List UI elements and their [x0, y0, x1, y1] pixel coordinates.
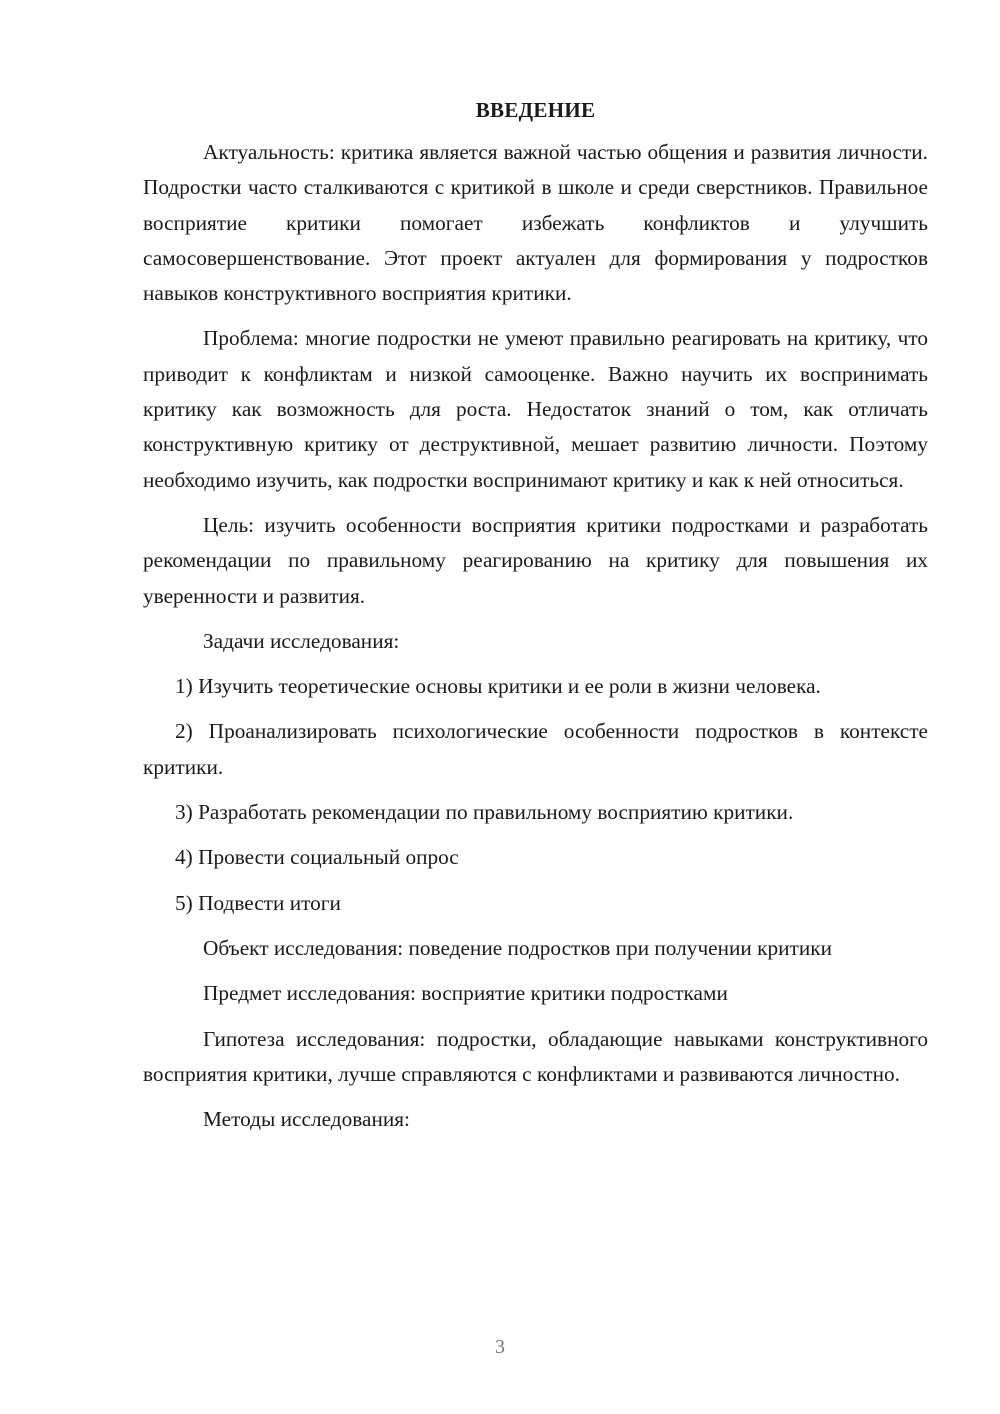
methods-heading: Методы исследования: — [203, 1107, 410, 1132]
page-number: 3 — [495, 1336, 505, 1358]
relevance-paragraph: Актуальность: критика является важной частью общения и развития личности. Подростки часто сталкиваются с критикой в школе и среди сверстников. Правильное восприятие критики помогает избежать конфликтов и улучшить самосовершенствование. Этот проект актуален для формирования у подростков навыков конструктивного восприятия критики. — [143, 140, 928, 306]
goal-paragraph: Цель: изучить особенности восприятия критики подростками и разработать рекомендации по правильному реагированию на критику для повышения их уверенности и развития. — [143, 512, 928, 608]
task-item-4: 4) Провести социальный опрос — [175, 845, 459, 870]
hypothesis-paragraph: Гипотеза исследования: подростки, обладающие навыками конструктивного восприятия критики, лучше справляются с конфликтами и развиваются личностно. — [143, 1026, 928, 1086]
task-item-5: 5) Подвести итоги — [175, 890, 341, 915]
page-content — [143, 93, 928, 1147]
task-item-3: 3) Разработать рекомендации по правильному восприятию критики. — [175, 800, 794, 825]
tasks-heading: Задачи исследования: — [203, 628, 400, 653]
task-item-2: 2) Проанализировать психологические особенности подростков в контексте критики. — [143, 719, 928, 779]
object-paragraph: Объект исследования: поведение подростков при получении критики — [203, 935, 832, 960]
problem-paragraph: Проблема: многие подростки не умеют правильно реагировать на критику, что приводит к конфликтам и низкой самооценке. Важно научить их воспринимать критику как возможность для роста. Недостаток знаний о том, как отличать конструктивную критику от деструктивной, мешает развитию личности. Поэтому необходимо изучить, как подростки воспринимают критику и как к ней относиться. — [143, 326, 928, 492]
task-item-1: 1) Изучить теоретические основы критики и ее роли в жизни человека. — [175, 674, 821, 699]
section-title: ВВЕДЕНИЕ — [475, 98, 596, 122]
subject-paragraph: Предмет исследования: восприятие критики подростками — [203, 981, 728, 1006]
